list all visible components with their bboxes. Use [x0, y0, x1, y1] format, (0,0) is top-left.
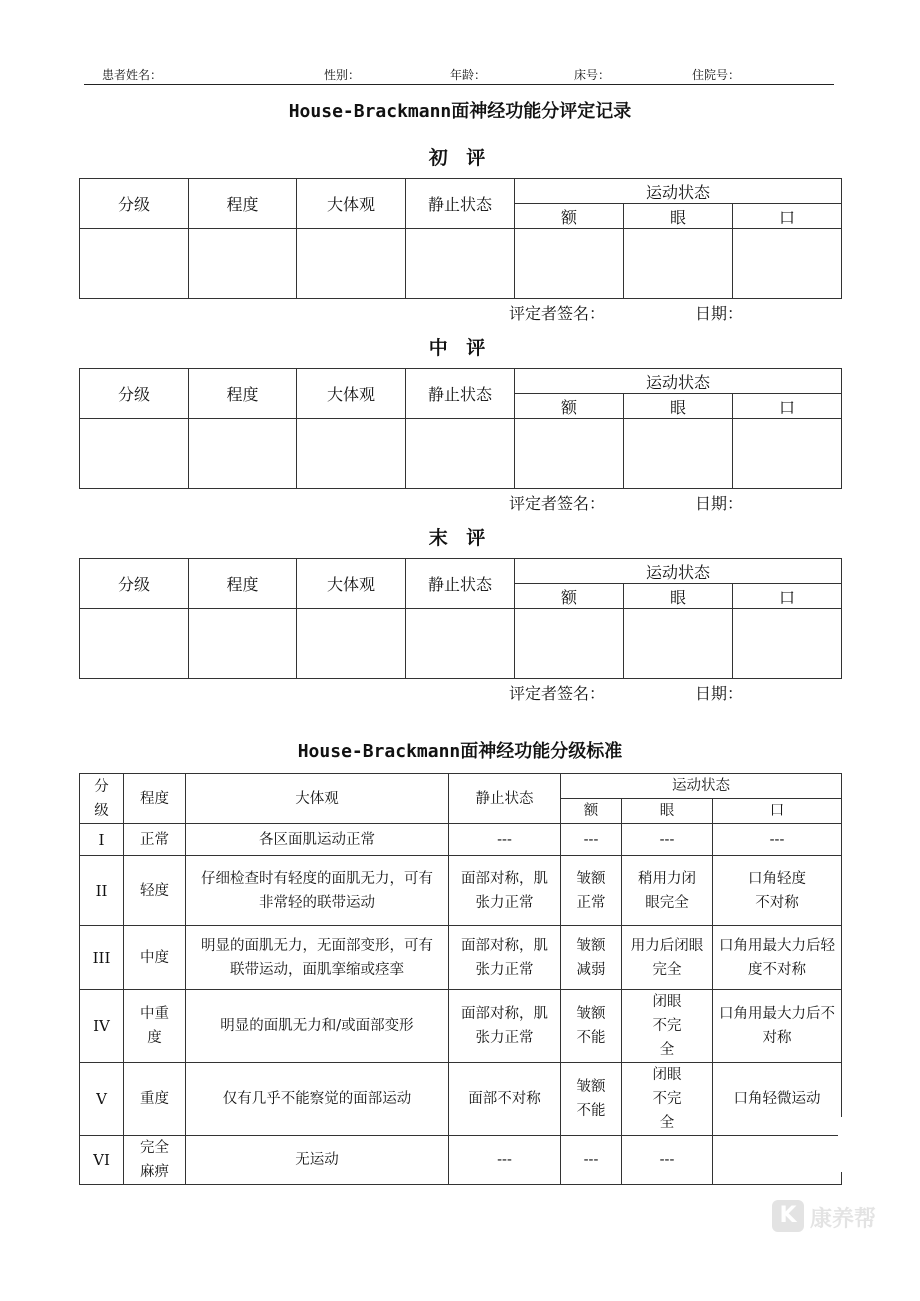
eye-cell[interactable] [624, 419, 733, 489]
table-row [80, 824, 842, 856]
initial-signature-line [509, 301, 744, 324]
sex-label: 性别： [324, 68, 361, 82]
col-motion: 运动状态 [515, 179, 842, 204]
col-overview: 大体观 [297, 369, 406, 419]
initial-evaluation-title: 初 评 [428, 147, 492, 169]
final-evaluation-title: 末 评 [428, 527, 492, 549]
overview-value: 各区面肌运动正常 [186, 824, 449, 856]
degree-value: 重度 [124, 1063, 186, 1136]
age-label: 年龄： [450, 68, 487, 82]
std-col-rest: 静止状态 [449, 774, 561, 824]
mid-evaluation-table [79, 368, 842, 489]
table-row [80, 1136, 842, 1185]
col-forehead: 额 [515, 204, 624, 229]
rest-cell[interactable] [406, 609, 515, 679]
patient-name-label: 患者姓名： [102, 68, 163, 82]
eye-cell[interactable] [624, 609, 733, 679]
forehead-value: 皱额正常 [561, 856, 622, 926]
forehead-cell[interactable] [515, 419, 624, 489]
table-row [80, 926, 842, 990]
admission-number-label: 住院号： [692, 68, 741, 82]
signer-label: 评定者签名： [509, 494, 606, 513]
mouth-cell[interactable] [733, 609, 842, 679]
col-rest: 静止状态 [406, 559, 515, 609]
col-mouth: 口 [733, 204, 842, 229]
col-overview: 大体观 [297, 559, 406, 609]
col-rest: 静止状态 [406, 179, 515, 229]
overview-cell[interactable] [297, 229, 406, 299]
grade-value: V [80, 1063, 124, 1136]
grade-value: IV [80, 990, 124, 1063]
table-row [80, 1063, 842, 1136]
col-eye: 眼 [624, 394, 733, 419]
degree-value: 中度 [124, 926, 186, 990]
degree-cell[interactable] [189, 419, 297, 489]
col-degree: 程度 [189, 369, 297, 419]
overview-value: 仔细检查时有轻度的面肌无力，可有非常轻的联带运动 [186, 856, 449, 926]
mouth-value: 口角用最大力后不对称 [713, 990, 842, 1063]
col-mouth: 口 [733, 584, 842, 609]
col-forehead: 额 [515, 394, 624, 419]
overview-value: 明显的面肌无力和/或面部变形 [186, 990, 449, 1063]
col-motion: 运动状态 [515, 369, 842, 394]
eye-value: --- [622, 1136, 713, 1185]
col-grade: 分级 [80, 179, 189, 229]
signer-label: 评定者签名： [509, 684, 606, 703]
watermark [772, 1198, 902, 1238]
final-signature-line [509, 681, 744, 704]
grade-value: I [80, 824, 124, 856]
forehead-value: --- [561, 824, 622, 856]
record-title: House-Brackmann面神经功能分评定记录 [288, 101, 632, 122]
col-rest: 静止状态 [406, 369, 515, 419]
grade-value: II [80, 856, 124, 926]
col-degree: 程度 [189, 179, 297, 229]
mouth-value: --- [713, 824, 842, 856]
mouth-value: 口角轻微运动 [713, 1063, 842, 1136]
degree-value: 完全麻痹 [124, 1136, 186, 1185]
grade-value: III [80, 926, 124, 990]
rest-value: 面部对称，肌张力正常 [449, 856, 561, 926]
eye-value: --- [622, 824, 713, 856]
mouth-value: 口角用最大力后轻度不对称 [713, 926, 842, 990]
overview-cell[interactable] [297, 609, 406, 679]
watermark-logo-icon: K [772, 1200, 804, 1232]
eye-value: 稍用力闭眼完全 [622, 856, 713, 926]
std-col-eye: 眼 [622, 799, 713, 824]
scan-fade [760, 1142, 850, 1172]
signer-label: 评定者签名： [509, 304, 606, 323]
degree-value: 正常 [124, 824, 186, 856]
std-col-mouth: 口 [713, 799, 842, 824]
mid-evaluation-title: 中 评 [428, 337, 492, 359]
forehead-value: 皱额不能 [561, 1063, 622, 1136]
std-col-grade [80, 774, 124, 824]
bed-label: 床号： [574, 68, 611, 82]
forehead-value: 皱额减弱 [561, 926, 622, 990]
eye-value: 用力后闭眼完全 [622, 926, 713, 990]
degree-value: 轻度 [124, 856, 186, 926]
mouth-cell[interactable] [733, 229, 842, 299]
forehead-value: 皱额不能 [561, 990, 622, 1063]
grade-cell[interactable] [80, 609, 189, 679]
rest-value: 面部对称，肌张力正常 [449, 990, 561, 1063]
eye-cell[interactable] [624, 229, 733, 299]
col-overview: 大体观 [297, 179, 406, 229]
table-row [80, 990, 842, 1063]
std-col-grade-text: 分级 [94, 778, 109, 819]
rest-cell[interactable] [406, 229, 515, 299]
overview-value: 无运动 [186, 1136, 449, 1185]
date-label: 日期： [695, 304, 744, 323]
final-evaluation-table [79, 558, 842, 679]
grade-cell[interactable] [80, 229, 189, 299]
mouth-value: 口角轻度不对称 [713, 856, 842, 926]
col-grade: 分级 [80, 369, 189, 419]
mouth-cell[interactable] [733, 419, 842, 489]
mid-signature-line [509, 491, 744, 514]
eye-value: 闭眼不完全 [622, 990, 713, 1063]
col-motion: 运动状态 [515, 559, 842, 584]
date-label: 日期： [695, 684, 744, 703]
std-col-degree: 程度 [124, 774, 186, 824]
col-forehead: 额 [515, 584, 624, 609]
table-row [80, 856, 842, 926]
overview-value: 仅有几乎不能察觉的面部运动 [186, 1063, 449, 1136]
std-col-forehead: 额 [561, 799, 622, 824]
overview-cell[interactable] [297, 419, 406, 489]
col-grade: 分级 [80, 559, 189, 609]
rest-value: 面部不对称 [449, 1063, 561, 1136]
col-eye: 眼 [624, 584, 733, 609]
eye-value: 闭眼不完全 [622, 1063, 713, 1136]
rest-value: --- [449, 1136, 561, 1185]
degree-cell[interactable] [189, 609, 297, 679]
grade-cell[interactable] [80, 419, 189, 489]
col-mouth: 口 [733, 394, 842, 419]
forehead-value: --- [561, 1136, 622, 1185]
overview-value: 明显的面肌无力，无面部变形，可有联带运动，面肌挛缩或痉挛 [186, 926, 449, 990]
degree-cell[interactable] [189, 229, 297, 299]
standard-title: House-Brackmann面神经功能分级标准 [297, 741, 623, 762]
rest-cell[interactable] [406, 419, 515, 489]
forehead-cell[interactable] [515, 609, 624, 679]
patient-info-header [84, 64, 834, 85]
degree-value: 中重度 [124, 990, 186, 1063]
grade-value: VI [80, 1136, 124, 1185]
col-eye: 眼 [624, 204, 733, 229]
date-label: 日期： [695, 494, 744, 513]
col-degree: 程度 [189, 559, 297, 609]
initial-evaluation-table [79, 178, 842, 299]
grading-standard-table [79, 773, 842, 1185]
rest-value: --- [449, 824, 561, 856]
rest-value: 面部对称，肌张力正常 [449, 926, 561, 990]
std-col-motion: 运动状态 [561, 774, 842, 799]
forehead-cell[interactable] [515, 229, 624, 299]
scan-fade [838, 1117, 850, 1147]
std-col-overview: 大体观 [186, 774, 449, 824]
watermark-text: 康养帮 [810, 1207, 877, 1232]
